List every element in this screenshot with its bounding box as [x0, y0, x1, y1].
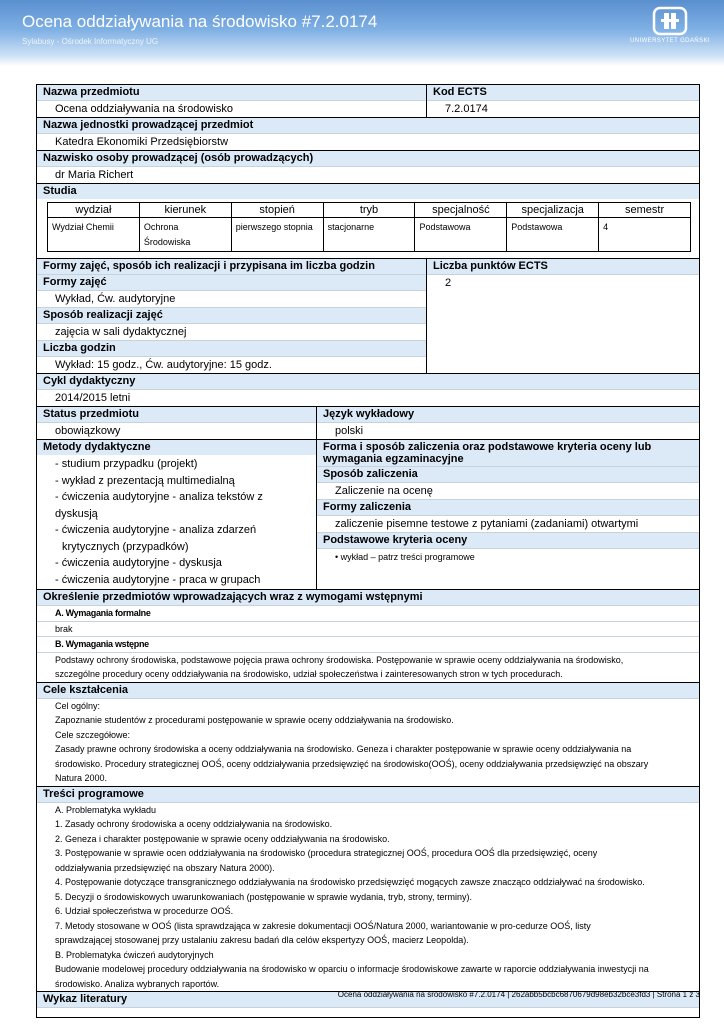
page-header — [0, 0, 724, 66]
criteria-label: Podstawowe kryteria oceny — [317, 532, 699, 548]
unit-value: Katedra Ekonomiki Przedsiębiorstw — [37, 133, 699, 150]
ects-code-label: Kod ECTS — [427, 85, 699, 100]
language-value: polski — [317, 422, 699, 439]
university-logo — [628, 6, 712, 44]
literature-label: Wykaz literatury — [37, 992, 699, 1007]
studies-label: Studia — [37, 184, 699, 199]
text-line: 4. Postępowanie dotyczące transgranicznego oddziaływania na środowisko przedsięwzięć mogących zawsze znacząco oddziaływać na środowisko. — [55, 877, 645, 887]
assessment-label: Forma i sposób zaliczenia oraz podstawowe kryteria oceny lub wymagania egzaminacyjne — [317, 440, 699, 466]
cycle-label: Cykl dydaktyczny — [37, 374, 699, 389]
goals-label: Cele kształcenia — [37, 683, 699, 698]
page-footer: Ocena oddziaływania na środowisko #7.2.0174 | 262abb5bcbc6870679d98eb32bce3fd3 | Strona 1 z 3 — [337, 990, 700, 999]
forms-section-label: Formy zajęć, sposób ich realizacji i przypisana im liczba godzin — [37, 259, 426, 274]
studies-header-cell: wydział — [48, 203, 140, 217]
studies-header-row — [48, 203, 690, 217]
page-title: Ocena oddziaływania na środowisko #7.2.0174 — [22, 12, 378, 31]
text-line: B. Problematyka ćwiczeń audytoryjnych — [55, 949, 214, 960]
ects-code: 7.2.0174 — [427, 100, 699, 117]
content-text — [37, 802, 699, 992]
studies-value-cell: Podstawowa — [507, 218, 599, 251]
text-line: Zapoznanie studentów z procedurami postępowanie w sprawie oceny oddziaływania na środowisko. — [55, 715, 454, 725]
subject-row — [37, 85, 699, 117]
studies-header-cell: kierunek — [140, 203, 232, 217]
unit-row — [37, 117, 699, 150]
logo-text: UNIWERSYTET GDAŃSKI — [630, 38, 710, 44]
text-line: sprawdzającej stosowanej przy ustalaniu zakresu badań dla celów ekspertyzy OOŚ, macierz Leopolda). — [55, 935, 469, 945]
prereq-a-value: brak — [37, 621, 699, 637]
assessment-mode-value: Zaliczenie na ocenę — [317, 482, 699, 499]
subject-name: Ocena oddziaływania na środowisko — [37, 100, 426, 117]
studies-value-cell: Podstawowa — [415, 218, 507, 251]
studies-value-row — [48, 217, 690, 251]
text-line: Cele szczegółowe: — [55, 729, 131, 740]
list-item: - ćwiczenia audytoryjne - analiza tekstów z dyskusją — [55, 491, 263, 520]
list-item: - ćwiczenia audytoryjne - analiza zdarzeń — [55, 524, 257, 536]
prereq-b-label: B. Wymagania wstępne — [37, 636, 699, 652]
studies-header-cell: specjalizacja — [507, 203, 599, 217]
text-line: oddziaływania przedsięwzięć na obszary Natura 2000). — [55, 862, 275, 873]
teacher-row — [37, 150, 699, 183]
prereq-row — [37, 589, 699, 682]
text-line: Cel ogólny: — [55, 700, 101, 711]
text-line: 7. Metody stosowane w OOŚ (lista sprawdzająca w zakresie dokumentacji OOŚ/Natura 2000, wariantowanie w pro-cedurze OOŚ, listy — [55, 920, 591, 931]
status-value: obowiązkowy — [37, 422, 316, 439]
forms-value: Wykład, Ćw. audytoryjne — [37, 290, 426, 307]
subject-name-label: Nazwa przedmiotu — [37, 85, 426, 100]
text-line: 5. Decyzji o środowiskowych uwarunkowaniach (postępowanie w sprawie wydania, tryb, strony, terminy). — [55, 891, 473, 902]
studies-row — [37, 183, 699, 252]
forms-label: Formy zajęć — [37, 274, 426, 290]
text-line: środowisko. Procedury strategicznej OOŚ, oceny oddziaływania przedsięwzięć na środowisko(OOŚ), oceny oddziaływania przedsięwzięć na obszary — [55, 758, 649, 769]
list-item: - ćwiczenia audytoryjne - dyskusja — [55, 557, 222, 569]
goals-row — [37, 682, 699, 786]
studies-value-cell: stacjonarne — [324, 218, 416, 251]
text-line: 6. Udział społeczeństwa w procedurze OOŚ. — [55, 906, 234, 916]
studies-value-cell: pierwszego stopnia — [232, 218, 324, 251]
language-label: Język wykładowy — [317, 407, 699, 422]
methods-row — [37, 439, 699, 589]
cycle-row — [37, 373, 699, 406]
forms-row — [37, 258, 699, 373]
studies-header-cell: specjalność — [415, 203, 507, 217]
studies-header-cell: semestr — [625, 204, 665, 216]
status-row — [37, 406, 699, 439]
hours-value: Wykład: 15 godz., Ćw. audytoryjne: 15 godz. — [37, 356, 426, 373]
list-item: - wykład z prezentacją multimedialną — [55, 474, 235, 487]
studies-value-cell: Wydział Chemii — [48, 218, 140, 251]
teacher-label: Nazwisko osoby prowadzącej (osób prowadzących) — [37, 151, 699, 166]
assessment-mode-label: Sposób zaliczenia — [317, 466, 699, 482]
studies-value-cell: Ochrona Środowiska — [140, 218, 232, 251]
university-crest-icon — [652, 6, 688, 36]
assessment-forms-label: Formy zaliczenia — [317, 499, 699, 515]
method-value: zajęcia w sali dydaktycznej — [37, 323, 426, 340]
teacher-value: dr Maria Richert — [37, 166, 699, 183]
studies-header-cell: stopień — [232, 203, 324, 217]
studies-value-cell: 4 — [603, 222, 609, 232]
ects-points-label: Liczba punktów ECTS — [427, 259, 699, 274]
studies-header-cell: tryb — [324, 203, 416, 217]
text-line: Natura 2000. — [55, 773, 108, 783]
text-line: 1. Zasady ochrony środowiska a oceny oddziaływania na środowisko. — [55, 819, 333, 829]
prereq-b-text — [37, 652, 699, 682]
hours-label: Liczba godzin — [37, 340, 426, 356]
studies-table — [47, 202, 691, 252]
ects-points-value: 2 — [427, 274, 699, 291]
goals-text — [37, 698, 699, 786]
text-line: Zasady prawne ochrony środowiska a oceny oddziaływania na środowisko. Geneza i charakter postępowanie w sprawie oceny oddziaływania na — [55, 744, 632, 754]
text-line: szczególne procedury oceny oddziaływania na środowisko, udział społeczeństwa i zainteresowanych stron w tych procedurach. — [55, 669, 563, 679]
methods-list — [37, 455, 316, 589]
list-item: - ćwiczenia audytoryjne - praca w grupach — [55, 573, 261, 586]
content-label: Treści programowe — [37, 787, 699, 802]
unit-label: Nazwa jednostki prowadzącej przedmiot — [37, 118, 699, 133]
method-label: Sposób realizacji zajęć — [37, 307, 426, 323]
prereq-a-label: A. Wymagania formalne — [37, 605, 699, 621]
cycle-value: 2014/2015 letni — [37, 389, 699, 406]
text-line: środowisko. Analiza wybranych raportów. — [55, 978, 220, 989]
text-line: Budowanie modelowej procedury oddziaływania na środowisko w oparciu o informacje środowiskowe zawarte w raporcie oddziaływania inwestycji na — [55, 964, 649, 974]
content-row — [37, 786, 699, 992]
list-item: - studium przypadku (projekt) — [55, 458, 198, 470]
text-line: 2. Geneza i charakter postępowanie w sprawie oceny oddziaływania na środowisko. — [55, 833, 390, 844]
prereq-label: Określenie przedmiotów wprowadzających wraz z wymogami wstępnymi — [37, 590, 699, 605]
status-label: Status przedmiotu — [37, 407, 316, 422]
criteria-value: • wykład – patrz treści programowe — [317, 548, 699, 566]
text-line: Podstawy ochrony środowiska, podstawowe pojęcia prawa ochrony środowiska. Postępowanie w sprawie oceny oddziaływania na środowisko, — [55, 654, 624, 665]
text-line: A. Problematyka wykładu — [55, 804, 157, 815]
text-line: 3. Postępowanie w sprawie ocen oddziaływania na środowisko (procedura strategicznej OOŚ, procedura OOŚ dla przedsięwzięć, oceny — [55, 848, 598, 858]
page-subtitle: Sylabusy - Ośrodek Informatyczny UG — [22, 37, 159, 46]
syllabus-table — [36, 84, 700, 1018]
methods-label: Metody dydaktyczne — [37, 440, 316, 455]
list-item: krytycznych (przypadków) — [62, 540, 189, 553]
assessment-forms-value: zaliczenie pisemne testowe z pytaniami (zadaniami) otwartymi — [317, 515, 699, 532]
